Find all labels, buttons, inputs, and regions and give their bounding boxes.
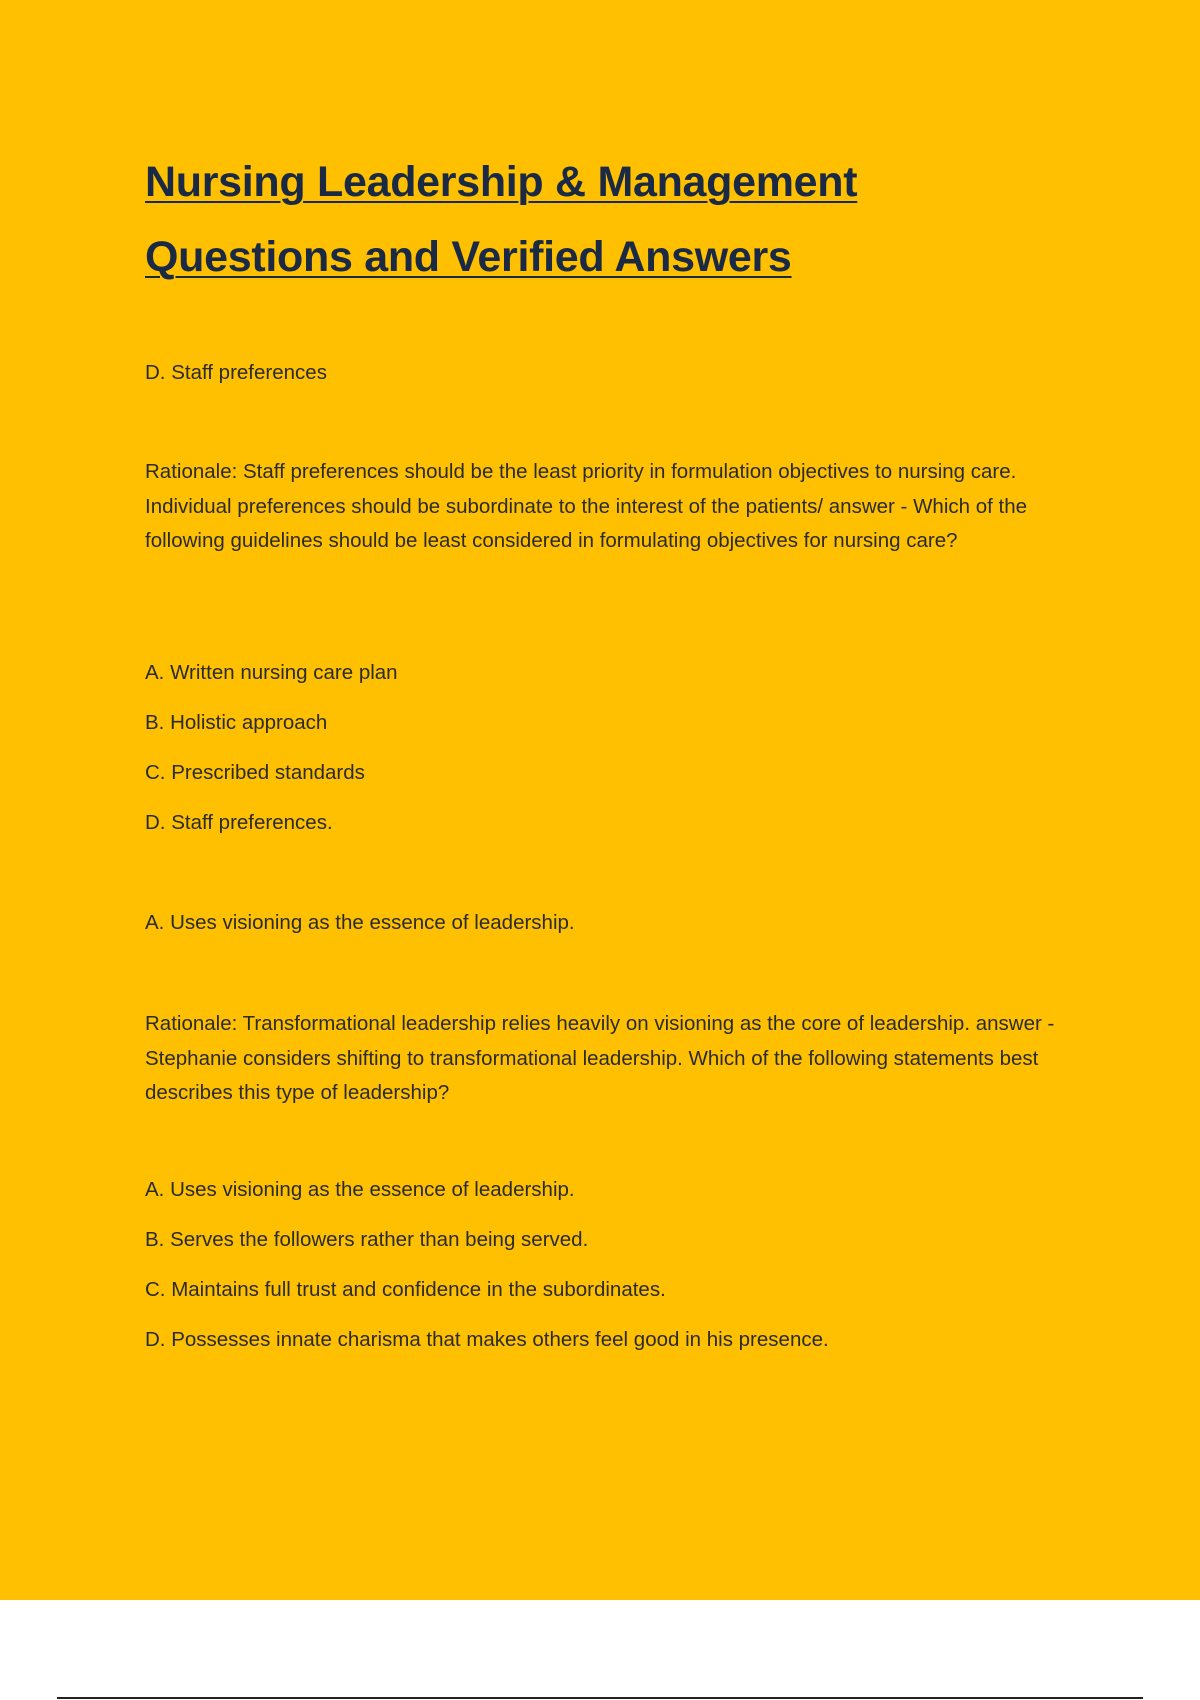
footer-rule [57, 1697, 1143, 1699]
answer-2: A. Uses visioning as the essence of leadership. [145, 911, 575, 934]
rationale-2: Rationale: Transformational leadership relies heavily on visioning as the core of leadership. answer - Stephanie considers shifting to transformational leadership. Which of the following statements best describes this type of leadership? [145, 1012, 1055, 1104]
option-2d: D. Possesses innate charisma that makes others feel good in his presence. [145, 1328, 829, 1351]
option-1c: C. Prescribed standards [145, 761, 365, 784]
option-1b: B. Holistic approach [145, 711, 328, 734]
document-content [145, 145, 1075, 1351]
option-2a: A. Uses visioning as the essence of leadership. [145, 1178, 575, 1201]
option-2b: B. Serves the followers rather than being served. [145, 1228, 589, 1251]
option-1a: A. Written nursing care plan [145, 661, 398, 684]
document-title [145, 145, 1075, 295]
option-1d: D. Staff preferences. [145, 811, 333, 834]
answer-1: D. Staff preferences [145, 361, 327, 384]
rationale-1: Rationale: Staff preferences should be the least priority in formulation objectives to nursing care. Individual preferences should be subordinate to the interest of the patients/ answer - Which of the following guidelines should be least considered in formulating objectives for nursing care? [145, 460, 1028, 552]
option-2c: C. Maintains full trust and confidence in the subordinates. [145, 1278, 666, 1301]
title-line-2: Questions and Verified Answers [145, 233, 792, 281]
title-line-1: Nursing Leadership & Management [145, 158, 858, 206]
